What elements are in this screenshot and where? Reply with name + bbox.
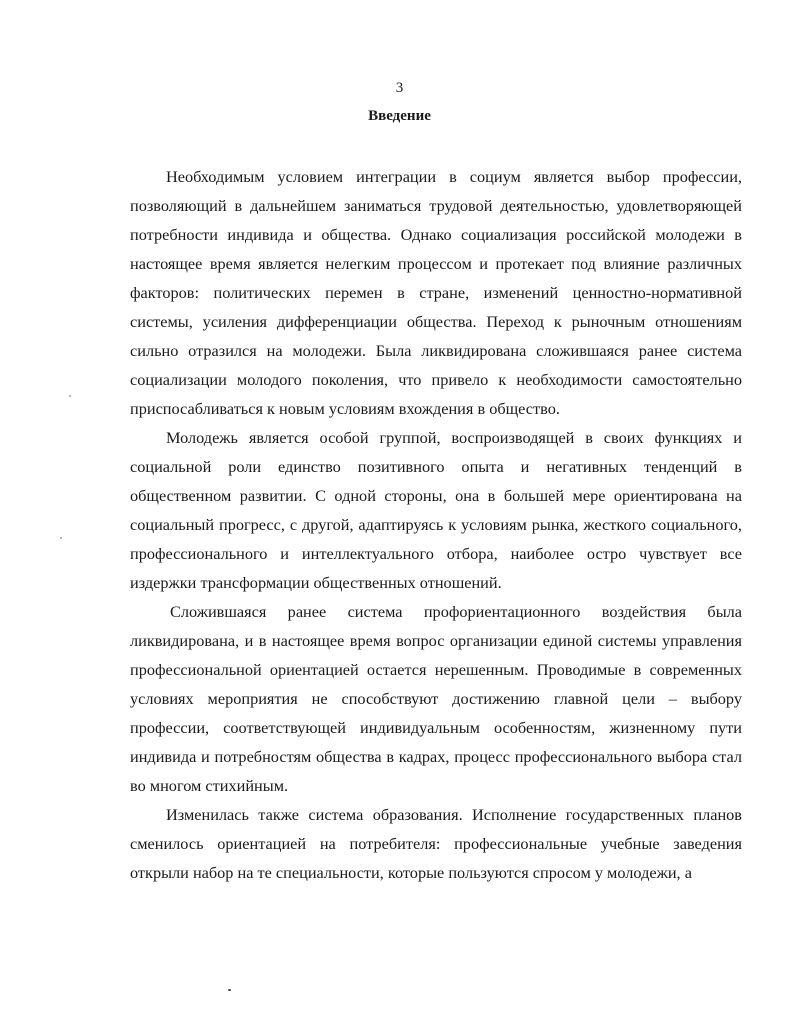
- paragraph: Изменилась также система образования. Исполнение государственных планов сменилось ориентацией на потребителя: профессиональные учебные заведения открыли набор на те специальности, которые пользуются спросом у молодежи, а: [130, 805, 742, 882]
- scan-speck: [60, 537, 62, 539]
- section-title: Введение: [368, 108, 431, 124]
- scan-speck: [69, 395, 71, 397]
- page-number: 3: [395, 80, 404, 96]
- scan-speck: [228, 989, 231, 991]
- paragraph: Необходимым условием интеграции в социум является выбор профессии, позволяющий в дальнейшем заниматься трудовой деятельностью, удовлетворяющей потребности индивида и общества. Однако социализация российской молодежи в настоящее время является нелегким процессом и протекает под влияние различных факторов: политических перемен в стране, изменений ценностно-нормативной системы, усиления дифференциации общества. Переход к рыночным отношениям сильно отразился на молодежи. Была ликвидирована сложившаяся ранее система социализации молодого поколения, что привело к необходимости самостоятельно приспосабливаться к новым условиям вхождения в общество.: [130, 167, 742, 418]
- paragraph: Молодежь является особой группой, воспроизводящей в своих функциях и социальной роли единство позитивного опыта и негативных тенденций в общественном развитии. С одной стороны, она в большей мере ориентирована на социальный прогресс, с другой, адаптируясь к условиям рынка, жесткого социального, профессионального и интеллектуального отбора, наиболее остро чувствует все издержки трансформации общественных отношений.: [130, 428, 742, 592]
- paragraph: Сложившаяся ранее система профориентационного воздействия была ликвидирована, и в настоящее время вопрос организации единой системы управления профессиональной ориентацией остается нерешенным. Проводимые в современных условиях мероприятия не способствуют достижению главной цели – выбору профессии, соответствующей индивидуальным особенностям, жизненному пути индивида и потребностям общества в кадрах, процесс профессионального выбора стал во многом стихийным.: [130, 602, 742, 795]
- body-text: [130, 162, 742, 887]
